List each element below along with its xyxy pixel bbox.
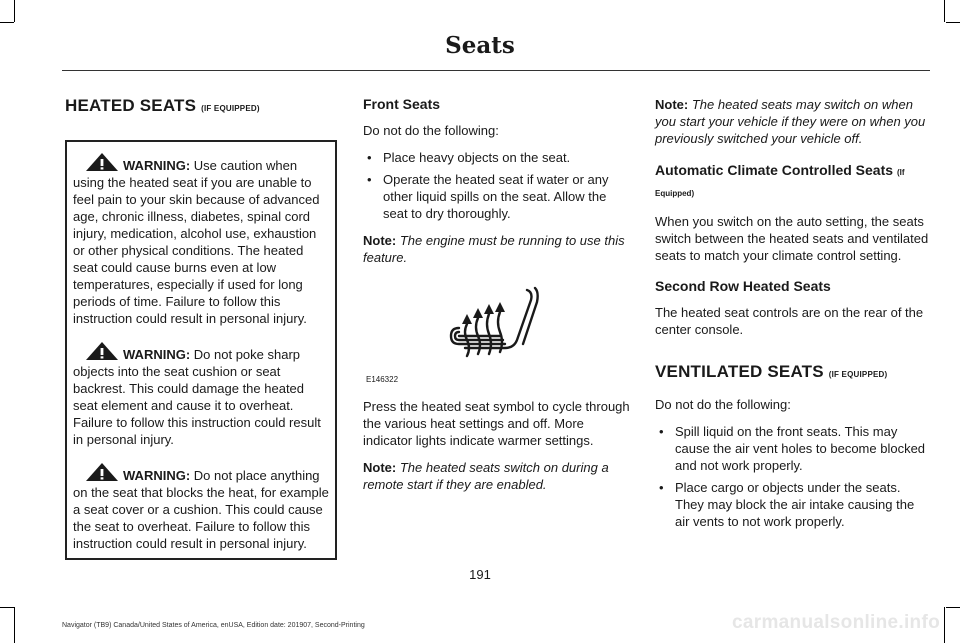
warning-paragraph — [73, 462, 330, 552]
watermark: carmanualsonline.info — [732, 612, 940, 633]
list-item: • Operate the heated seat if water or any other liquid spills on the seat. Allow the seat to dry thoroughly. — [363, 171, 631, 222]
heated-seat-icon — [445, 284, 539, 360]
page-number: 191 — [469, 567, 491, 582]
header-divider — [62, 70, 930, 71]
warning-triangle-icon — [85, 462, 119, 482]
heading-text: HEATED SEATS — [65, 96, 197, 115]
front-seats-heading: Front Seats — [363, 96, 441, 112]
heading-text: VENTILATED SEATS — [655, 362, 824, 381]
warning-triangle-icon — [85, 152, 119, 172]
heading-text: Automatic Climate Controlled Seats — [655, 162, 894, 178]
warning-paragraph — [73, 341, 330, 448]
note-label: Note: — [655, 97, 689, 112]
list-item: • Place heavy objects on the seat. — [363, 149, 631, 166]
column-left — [65, 96, 335, 560]
warning-text: Use caution when using the heated seat if you are unable to feel pain to your skin because of advanced age, chronic illness, diabetes, spinal cord injury, medication, alcohol use, exhaustion or other physical conditions. The heated seat could cause burns even at low temperatures, especially if used for long periods of time. Failure to follow this instruction could result in personal injury. — [73, 158, 320, 326]
note-switch-on — [655, 96, 930, 147]
warning-box — [65, 140, 337, 560]
crop-mark — [14, 607, 15, 643]
note-text: The heated seats may switch on when you start your vehicle if they were on when you previously switched your vehicle off. — [655, 97, 926, 146]
heading-suffix: (If Equipped) — [655, 168, 905, 198]
note-text: The engine must be running to use this feature. — [363, 233, 625, 265]
crop-mark — [944, 0, 945, 22]
note-remote-start — [363, 459, 631, 493]
ventilated-intro: Do not do the following: — [655, 397, 791, 412]
crop-mark — [946, 22, 960, 23]
front-seats-list — [363, 149, 631, 222]
second-row-text: The heated seat controls are on the rear of the center console. — [655, 305, 924, 337]
heated-seats-heading — [65, 96, 335, 116]
column-middle — [363, 96, 631, 503]
second-row-heading: Second Row Heated Seats — [655, 278, 831, 294]
column-right — [655, 96, 930, 540]
auto-climate-heading — [655, 161, 930, 203]
heading-suffix: (IF EQUIPPED) — [828, 370, 888, 379]
warning-label: WARNING: — [123, 158, 191, 173]
heat-settings-paragraph: Press the heated seat symbol to cycle through the various heat settings and off. More indicator lights indicate warmer settings. — [363, 399, 630, 448]
warning-label: WARNING: — [123, 347, 191, 362]
auto-climate-text: When you switch on the auto setting, the seats switch between the heated seats and ventilated seats to match your climate control setting. — [655, 214, 929, 263]
warning-label: WARNING: — [123, 468, 191, 483]
ventilated-seats-heading — [655, 362, 930, 382]
crop-mark — [946, 607, 960, 608]
warning-text: Do not place anything on the seat that blocks the heat, for example a seat cover or a cushion. This could cause the seat to overheat. Failure to follow this instruction could result in personal injury. — [73, 468, 329, 551]
note-label: Note: — [363, 233, 397, 248]
ventilated-list — [655, 423, 930, 530]
figure-label: E146322 — [366, 375, 399, 384]
warning-triangle-icon — [85, 341, 119, 361]
heading-suffix: (IF EQUIPPED) — [201, 104, 260, 113]
page-title: Seats — [445, 32, 515, 59]
heated-seat-figure — [363, 276, 631, 384]
list-item: • Spill liquid on the front seats. This may cause the air vent holes to become blocked and not work properly. — [655, 423, 930, 474]
list-item: • Place cargo or objects under the seats. They may block the air intake causing the air vents to not work properly. — [655, 479, 930, 530]
note-label: Note: — [363, 460, 397, 475]
footer-edition: Navigator (TB9) Canada/United States of America, enUSA, Edition date: 201907, Second-Printing — [62, 622, 365, 629]
crop-mark — [14, 0, 15, 22]
crop-mark — [0, 607, 14, 608]
note-engine — [363, 232, 631, 266]
warning-paragraph — [73, 152, 330, 327]
crop-mark — [0, 22, 14, 23]
warning-text: Do not poke sharp objects into the seat cushion or seat backrest. This could damage the heated seat element and cause it to overheat. Failure to follow this instruction could result in personal injury. — [73, 347, 321, 447]
note-text: The heated seats switch on during a remote start if they are enabled. — [363, 460, 609, 492]
crop-mark — [944, 607, 945, 643]
front-seats-intro: Do not do the following: — [363, 123, 499, 138]
